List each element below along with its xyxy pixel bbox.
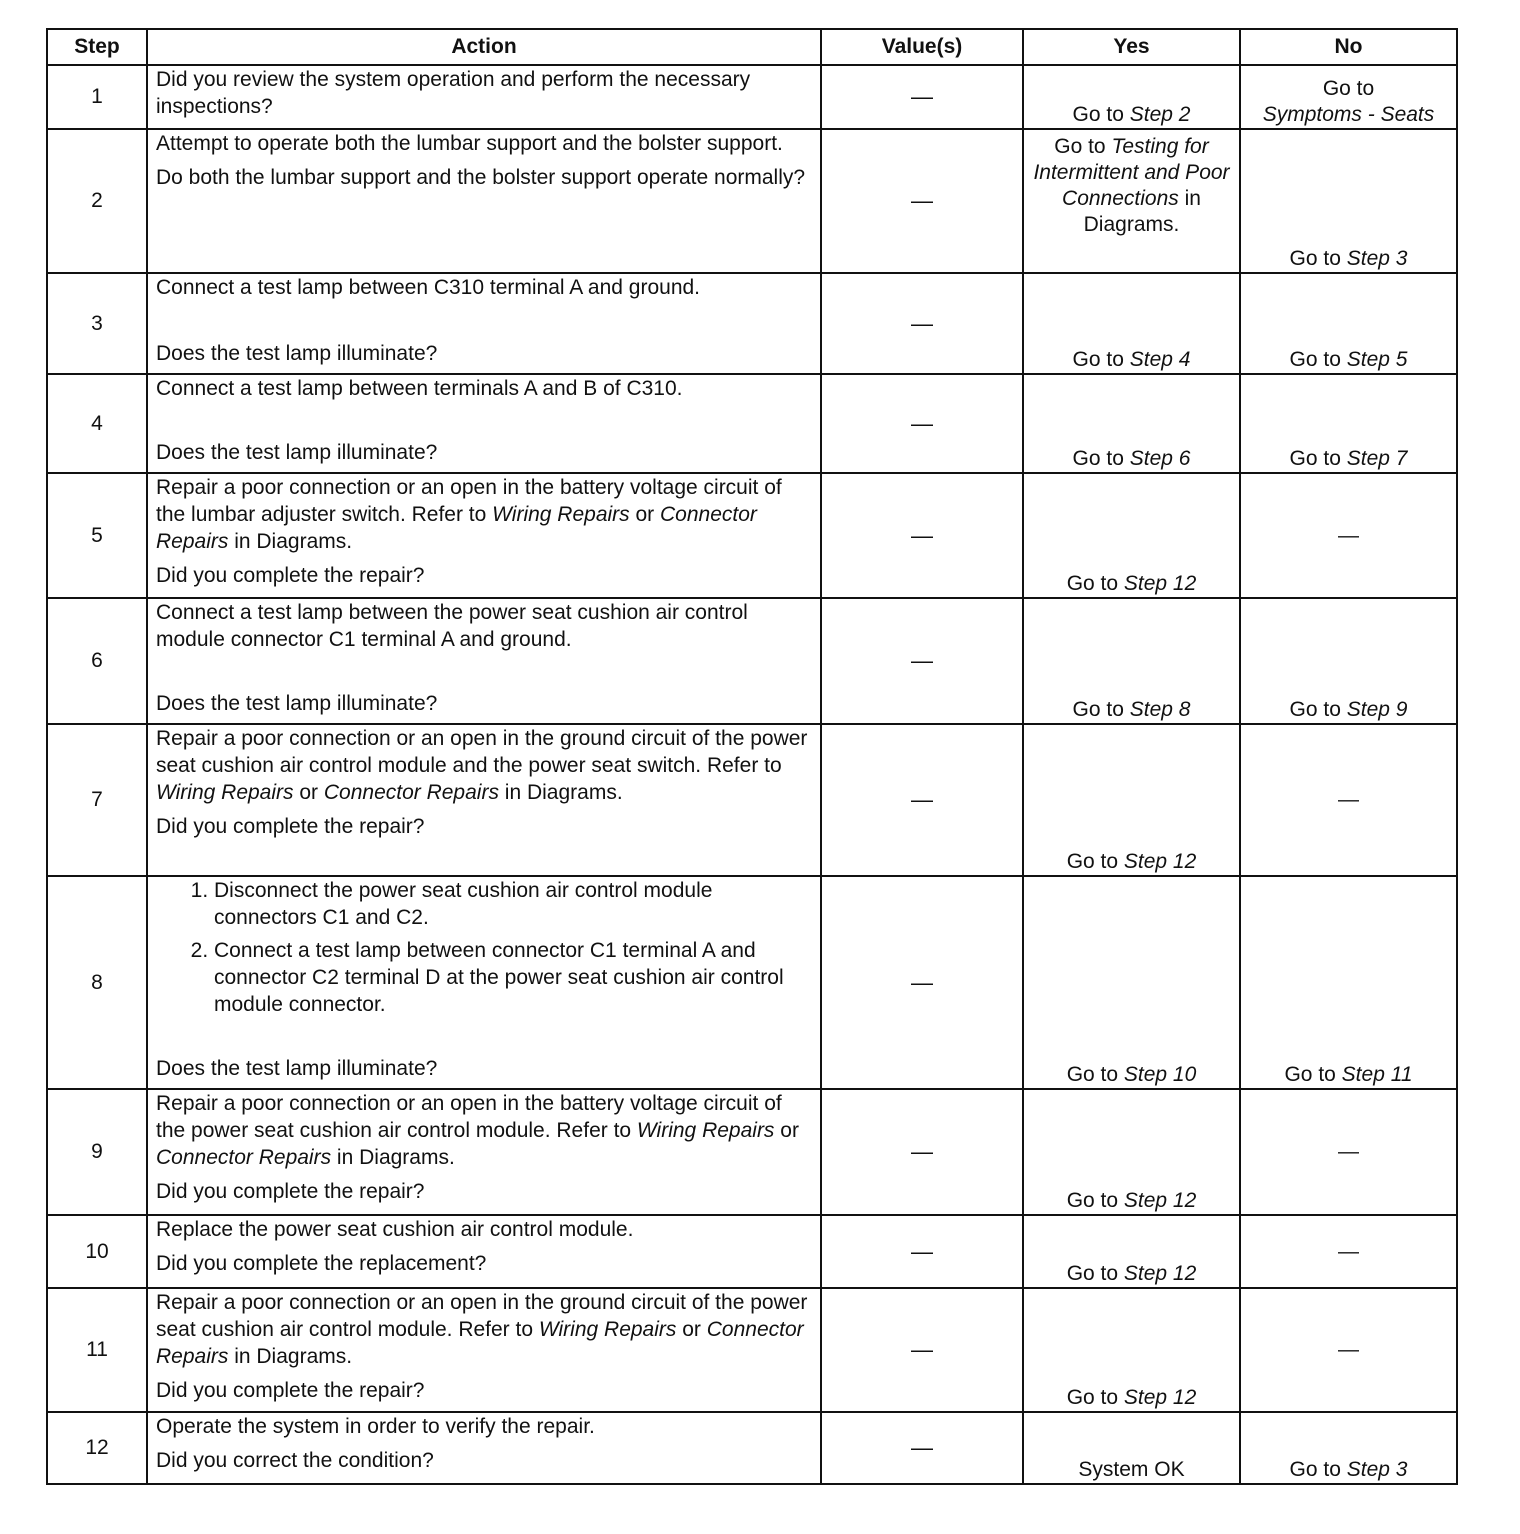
value-cell: — [821,876,1023,1089]
action-question: Did you complete the replacement? [156,1252,487,1275]
yes-prefix: Go to [1072,698,1130,721]
action-text [156,474,812,555]
diagnostic-table [46,28,1458,1485]
no-step-link[interactable]: Step 11 [1341,1063,1413,1086]
yes-prefix: Go to [1066,1189,1124,1212]
yes-cell [1023,374,1240,473]
list-item: 2. Connect a test lamp between connector C1 terminal A and connector C2 terminal D at the power seat cushion air control module connector. [214,937,812,1018]
value-cell: — [821,1215,1023,1288]
no-prefix: Go to [1289,447,1347,470]
action-text [156,725,812,806]
table-row [47,876,1457,1089]
action-cell [147,374,821,473]
value-cell: — [821,65,1023,129]
action-text: Attempt to operate both the lumbar support and the bolster support. [156,132,783,155]
table-row [47,1288,1457,1412]
action-question: Did you complete the repair? [156,1379,425,1402]
yes-cell [1023,65,1240,129]
yes-prefix: Go to [1054,135,1112,158]
table-row [47,1215,1457,1288]
no-prefix: Go to [1284,1063,1342,1086]
yes-cell [1023,1288,1240,1412]
step-number: 7 [47,724,147,876]
action-text-part: Repair a poor connection or an open in the battery voltage circuit of the lumbar adjuster switch. Refer to [156,476,782,526]
table-row [47,724,1457,876]
table-row [47,65,1457,129]
no-cell: — [1240,724,1457,876]
value-cell: — [821,1089,1023,1215]
connector-repairs-link[interactable]: Connector Repairs [156,1318,804,1368]
no-prefix: Go to [1289,1458,1347,1481]
no-cell [1240,598,1457,724]
value-cell: — [821,724,1023,876]
header-step: Step [47,29,147,65]
table-row [47,1089,1457,1215]
action-text: Connect a test lamp between C310 terminal A and ground. [156,276,701,299]
table-row [47,598,1457,724]
action-cell [147,1089,821,1215]
table-row [47,473,1457,598]
action-text-part: in Diagrams. [228,1345,353,1368]
yes-step-link[interactable]: Step 2 [1129,103,1191,126]
yes-prefix: Go to [1066,572,1124,595]
connector-repairs-link[interactable]: Connector Repairs [156,1146,332,1169]
table-row [47,129,1457,273]
yes-cell [1023,1089,1240,1215]
no-cell [1240,273,1457,374]
no-prefix: Go to [1289,348,1347,371]
action-question: Did you complete the repair? [156,1180,425,1203]
no-step-link[interactable]: Step 3 [1346,247,1408,270]
action-text-part: or [676,1318,707,1341]
action-question: Do both the lumbar support and the bolster support operate normally? [156,166,806,189]
wiring-repairs-link[interactable]: Wiring Repairs [538,1318,677,1341]
yes-prefix: Go to [1072,348,1130,371]
action-cell [147,1288,821,1412]
yes-cell [1023,473,1240,598]
yes-suffix: in Diagrams. [1083,187,1201,236]
step-number: 3 [47,273,147,374]
no-prefix: Go to [1322,77,1375,100]
no-cell: — [1240,1089,1457,1215]
yes-step-link[interactable]: Step 10 [1123,1063,1197,1086]
action-text-part: in Diagrams. [228,530,353,553]
yes-prefix: Go to [1072,447,1130,470]
no-cell: — [1240,1288,1457,1412]
header-action: Action [147,29,821,65]
action-text-part: Repair a poor connection or an open in the ground circuit of the power seat cushion air control module and the power seat switch. Refer to [156,727,808,777]
action-cell [147,273,821,374]
yes-cell [1023,1215,1240,1288]
value-cell: — [821,1288,1023,1412]
yes-cell [1023,129,1240,273]
step-number: 11 [47,1288,147,1412]
action-question: Does the test lamp illuminate? [156,692,438,715]
action-question: Did you complete the repair? [156,564,425,587]
action-cell [147,473,821,598]
yes-prefix: Go to [1066,1262,1124,1285]
yes-cell [1023,598,1240,724]
action-steps-list [156,877,812,1024]
yes-prefix: Go to [1072,103,1130,126]
no-cell [1240,65,1457,129]
action-text-part: Repair a poor connection or an open in the battery voltage circuit of the power seat cushion air control module. Refer to [156,1092,782,1142]
step-number: 8 [47,876,147,1089]
header-values: Value(s) [821,29,1023,65]
action-question: Does the test lamp illuminate? [156,441,438,464]
yes-step-link[interactable]: Step 12 [1123,1189,1197,1212]
no-symptoms-link[interactable]: Symptoms - Seats [1262,103,1435,126]
action-cell [147,129,821,273]
step-number: 10 [47,1215,147,1288]
yes-cell [1023,876,1240,1089]
list-item: 1. Disconnect the power seat cushion air control module connectors C1 and C2. [214,877,812,931]
value-cell: — [821,374,1023,473]
action-text: Replace the power seat cushion air control module. [156,1218,634,1241]
step-number: 12 [47,1412,147,1484]
yes-prefix: Go to [1066,1063,1124,1086]
no-cell [1240,1412,1457,1484]
action-text: Connect a test lamp between the power seat cushion air control module connector C1 terminal A and ground. [156,601,748,651]
no-prefix: Go to [1289,698,1347,721]
header-row [47,29,1457,65]
step-number: 2 [47,129,147,273]
action-cell [147,65,821,129]
no-step-link[interactable]: Step 3 [1346,1458,1408,1481]
no-cell [1240,129,1457,273]
step-number: 4 [47,374,147,473]
yes-cell [1023,273,1240,374]
no-step-link[interactable]: Step 9 [1346,698,1408,721]
yes-prefix: Go to [1066,1386,1124,1409]
no-cell [1240,374,1457,473]
value-cell: — [821,129,1023,273]
action-text-part: or [774,1119,799,1142]
yes-step-link[interactable]: Step 8 [1129,698,1191,721]
no-cell [1240,876,1457,1089]
step-number: 1 [47,65,147,129]
yes-step-link[interactable]: Step 12 [1123,850,1197,873]
yes-cell [1023,724,1240,876]
action-text-part: or [629,503,661,526]
header-no: No [1240,29,1457,65]
action-question: Does the test lamp illuminate? [156,342,438,365]
step-number: 9 [47,1089,147,1215]
connector-repairs-link[interactable]: Connector Repairs [323,781,499,804]
value-cell: — [821,1412,1023,1484]
yes-testing-link[interactable]: Testing for Intermittent and Poor Connections [1033,135,1230,210]
yes-step-link[interactable]: Step 12 [1123,1262,1197,1285]
connector-repairs-link[interactable]: Connector Repairs [156,503,757,553]
wiring-repairs-link[interactable]: Wiring Repairs [636,1119,775,1142]
value-cell: — [821,598,1023,724]
table-row [47,273,1457,374]
wiring-repairs-link[interactable]: Wiring Repairs [156,781,294,804]
no-prefix: Go to [1289,247,1347,270]
yes-step-link[interactable]: Step 4 [1129,348,1191,371]
step-number: 6 [47,598,147,724]
action-text: Connect a test lamp between terminals A and B of C310. [156,377,683,400]
action-text: Did you review the system operation and perform the necessary inspections? [156,68,751,118]
no-cell: — [1240,473,1457,598]
no-step-link[interactable]: Step 5 [1346,348,1408,371]
action-question: Did you correct the condition? [156,1449,434,1472]
action-text: Operate the system in order to verify the repair. [156,1415,595,1438]
action-text-part: in Diagrams. [498,781,623,804]
step-number: 5 [47,473,147,598]
yes-cell: System OK [1023,1412,1240,1484]
wiring-repairs-link[interactable]: Wiring Repairs [492,503,630,526]
header-yes: Yes [1023,29,1240,65]
action-cell [147,724,821,876]
action-question: Does the test lamp illuminate? [156,1057,438,1080]
yes-step-link[interactable]: Step 12 [1123,1386,1197,1409]
table-row [47,374,1457,473]
yes-prefix: Go to [1066,850,1124,873]
action-text [156,1090,812,1171]
yes-step-link[interactable]: Step 6 [1129,447,1191,470]
action-text [156,1289,812,1370]
action-text-part: in Diagrams. [331,1146,455,1169]
table-row [47,1412,1457,1484]
no-step-link[interactable]: Step 7 [1346,447,1408,470]
action-question: Did you complete the repair? [156,815,425,838]
no-cell: — [1240,1215,1457,1288]
action-text-part: Repair a poor connection or an open in the ground circuit of the power seat cushion air control module. Refer to [156,1291,808,1341]
value-cell: — [821,473,1023,598]
action-cell [147,1215,821,1288]
action-cell [147,598,821,724]
action-cell [147,876,821,1089]
yes-step-link[interactable]: Step 12 [1123,572,1197,595]
value-cell: — [821,273,1023,374]
action-cell [147,1412,821,1484]
action-text-part: or [293,781,324,804]
